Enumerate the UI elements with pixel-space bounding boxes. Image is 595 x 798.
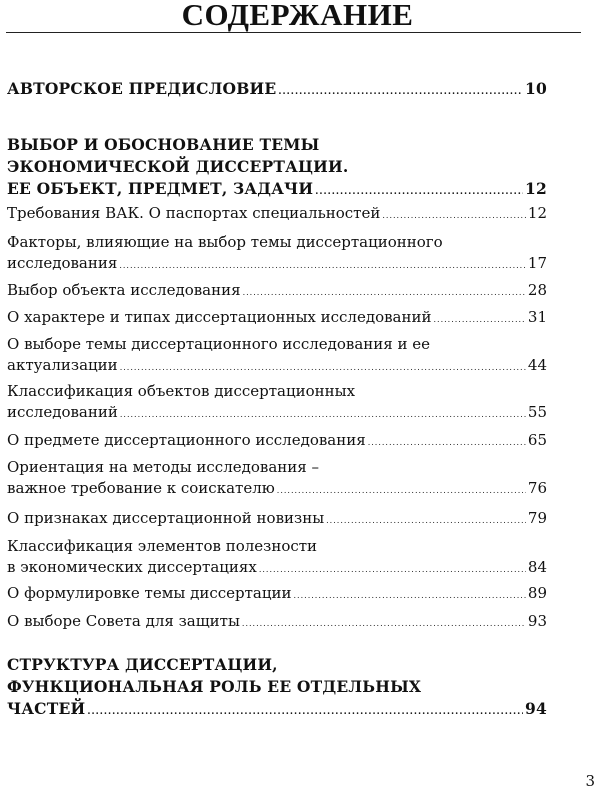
toc-entry-title-line: Ориентация на методы исследования – xyxy=(7,458,319,476)
toc-entry[interactable] xyxy=(7,232,547,276)
toc-entry-title-line: важное требование к соискателю xyxy=(7,479,275,497)
dot-leader xyxy=(87,701,523,723)
dot-leader xyxy=(243,282,526,303)
toc-entry[interactable] xyxy=(7,611,547,634)
toc-entry[interactable] xyxy=(7,583,547,606)
toc-entry-title-line: О выборе темы диссертационного исследования и ее xyxy=(7,335,431,353)
toc-entry[interactable] xyxy=(7,508,547,531)
dot-leader xyxy=(259,559,526,580)
toc-entry-title-line: ФУНКЦИОНАЛЬНАЯ РОЛЬ ЕЕ ОТДЕЛЬНЫХ xyxy=(7,677,422,696)
toc-page-number: 79 xyxy=(527,509,547,527)
toc-entry-title-line: О характере и типах диссертационных исследований xyxy=(7,308,432,326)
toc-entry[interactable] xyxy=(7,203,547,226)
toc-page-number: 93 xyxy=(527,612,547,630)
toc-page-number: 44 xyxy=(527,356,547,374)
toc-entry-title-line: О выборе Совета для защиты xyxy=(7,612,240,630)
title-rule xyxy=(6,32,581,33)
toc-entry-title-line: Выбор объекта исследования xyxy=(7,281,241,299)
toc-entry[interactable] xyxy=(7,457,547,501)
toc-page-number: 10 xyxy=(525,79,547,98)
toc-entry[interactable] xyxy=(7,381,547,425)
dot-leader xyxy=(294,585,526,606)
toc-entry-title-line: актуализации xyxy=(7,356,118,374)
toc-page-number: 89 xyxy=(527,584,547,602)
toc-page-number: 76 xyxy=(527,479,547,497)
toc-page-number: 55 xyxy=(527,403,547,421)
toc-entry-title-line: СТРУКТУРА ДИССЕРТАЦИИ, xyxy=(7,655,278,674)
dot-leader xyxy=(326,510,526,531)
toc-entry-title-line: О формулировке темы диссертации xyxy=(7,584,292,602)
page-number: 3 xyxy=(585,772,595,790)
toc-entry[interactable] xyxy=(7,430,547,453)
dot-leader xyxy=(315,181,523,203)
toc-entry-title-line: О предмете диссертационного исследования xyxy=(7,431,366,449)
toc-page-number: 84 xyxy=(527,558,547,576)
toc-entry-title-line: Факторы, влияющие на выбор темы диссертационного xyxy=(7,233,443,251)
dot-leader xyxy=(382,205,526,226)
toc-entry-title-line: О признаках диссертационной новизны xyxy=(7,509,325,527)
toc-section[interactable] xyxy=(7,134,547,203)
toc-entry-title-line: Классификация элементов полезности xyxy=(7,537,318,555)
dot-leader xyxy=(368,432,526,453)
dot-leader xyxy=(120,357,526,378)
toc-entry-title-line: ЧАСТЕЙ xyxy=(7,699,86,718)
dot-leader xyxy=(120,404,526,425)
dot-leader xyxy=(278,81,523,103)
toc-entry-title-line: исследования xyxy=(7,254,118,272)
page-title: СОДЕРЖАНИЕ xyxy=(181,0,414,32)
toc-page-number: 94 xyxy=(525,699,547,718)
dot-leader xyxy=(119,255,526,276)
toc-entry[interactable] xyxy=(7,280,547,303)
toc-section[interactable] xyxy=(7,654,547,723)
toc-entry-title-line: ВЫБОР И ОБОСНОВАНИЕ ТЕМЫ xyxy=(7,135,320,154)
toc-entry-title-line: ЭКОНОМИЧЕСКОЙ ДИССЕРТАЦИИ. xyxy=(7,157,349,176)
toc-entry[interactable] xyxy=(7,334,547,378)
toc-page-number: 28 xyxy=(527,281,547,299)
toc-page-number: 17 xyxy=(527,254,547,272)
toc-page-number: 12 xyxy=(527,204,547,222)
toc-entry-title-line: АВТОРСКОЕ ПРЕДИСЛОВИЕ xyxy=(7,79,277,98)
toc-entry-title-line: Требования ВАК. О паспортах специальностей xyxy=(7,204,381,222)
toc-page-number: 65 xyxy=(527,431,547,449)
toc-entry-title-line: в экономических диссертациях xyxy=(7,558,257,576)
toc-section[interactable] xyxy=(7,78,547,103)
toc-entry[interactable] xyxy=(7,536,547,580)
toc-entry-title-line: ЕЕ ОБЪЕКТ, ПРЕДМЕТ, ЗАДАЧИ xyxy=(7,179,314,198)
dot-leader xyxy=(433,309,525,330)
toc-page-number: 31 xyxy=(527,308,547,326)
toc-page-number: 12 xyxy=(525,179,547,198)
dot-leader xyxy=(277,480,526,501)
toc-entry[interactable] xyxy=(7,307,547,330)
dot-leader xyxy=(242,613,526,634)
toc-entry-title-line: исследований xyxy=(7,403,118,421)
toc-entry-title-line: Классификация объектов диссертационных xyxy=(7,382,356,400)
